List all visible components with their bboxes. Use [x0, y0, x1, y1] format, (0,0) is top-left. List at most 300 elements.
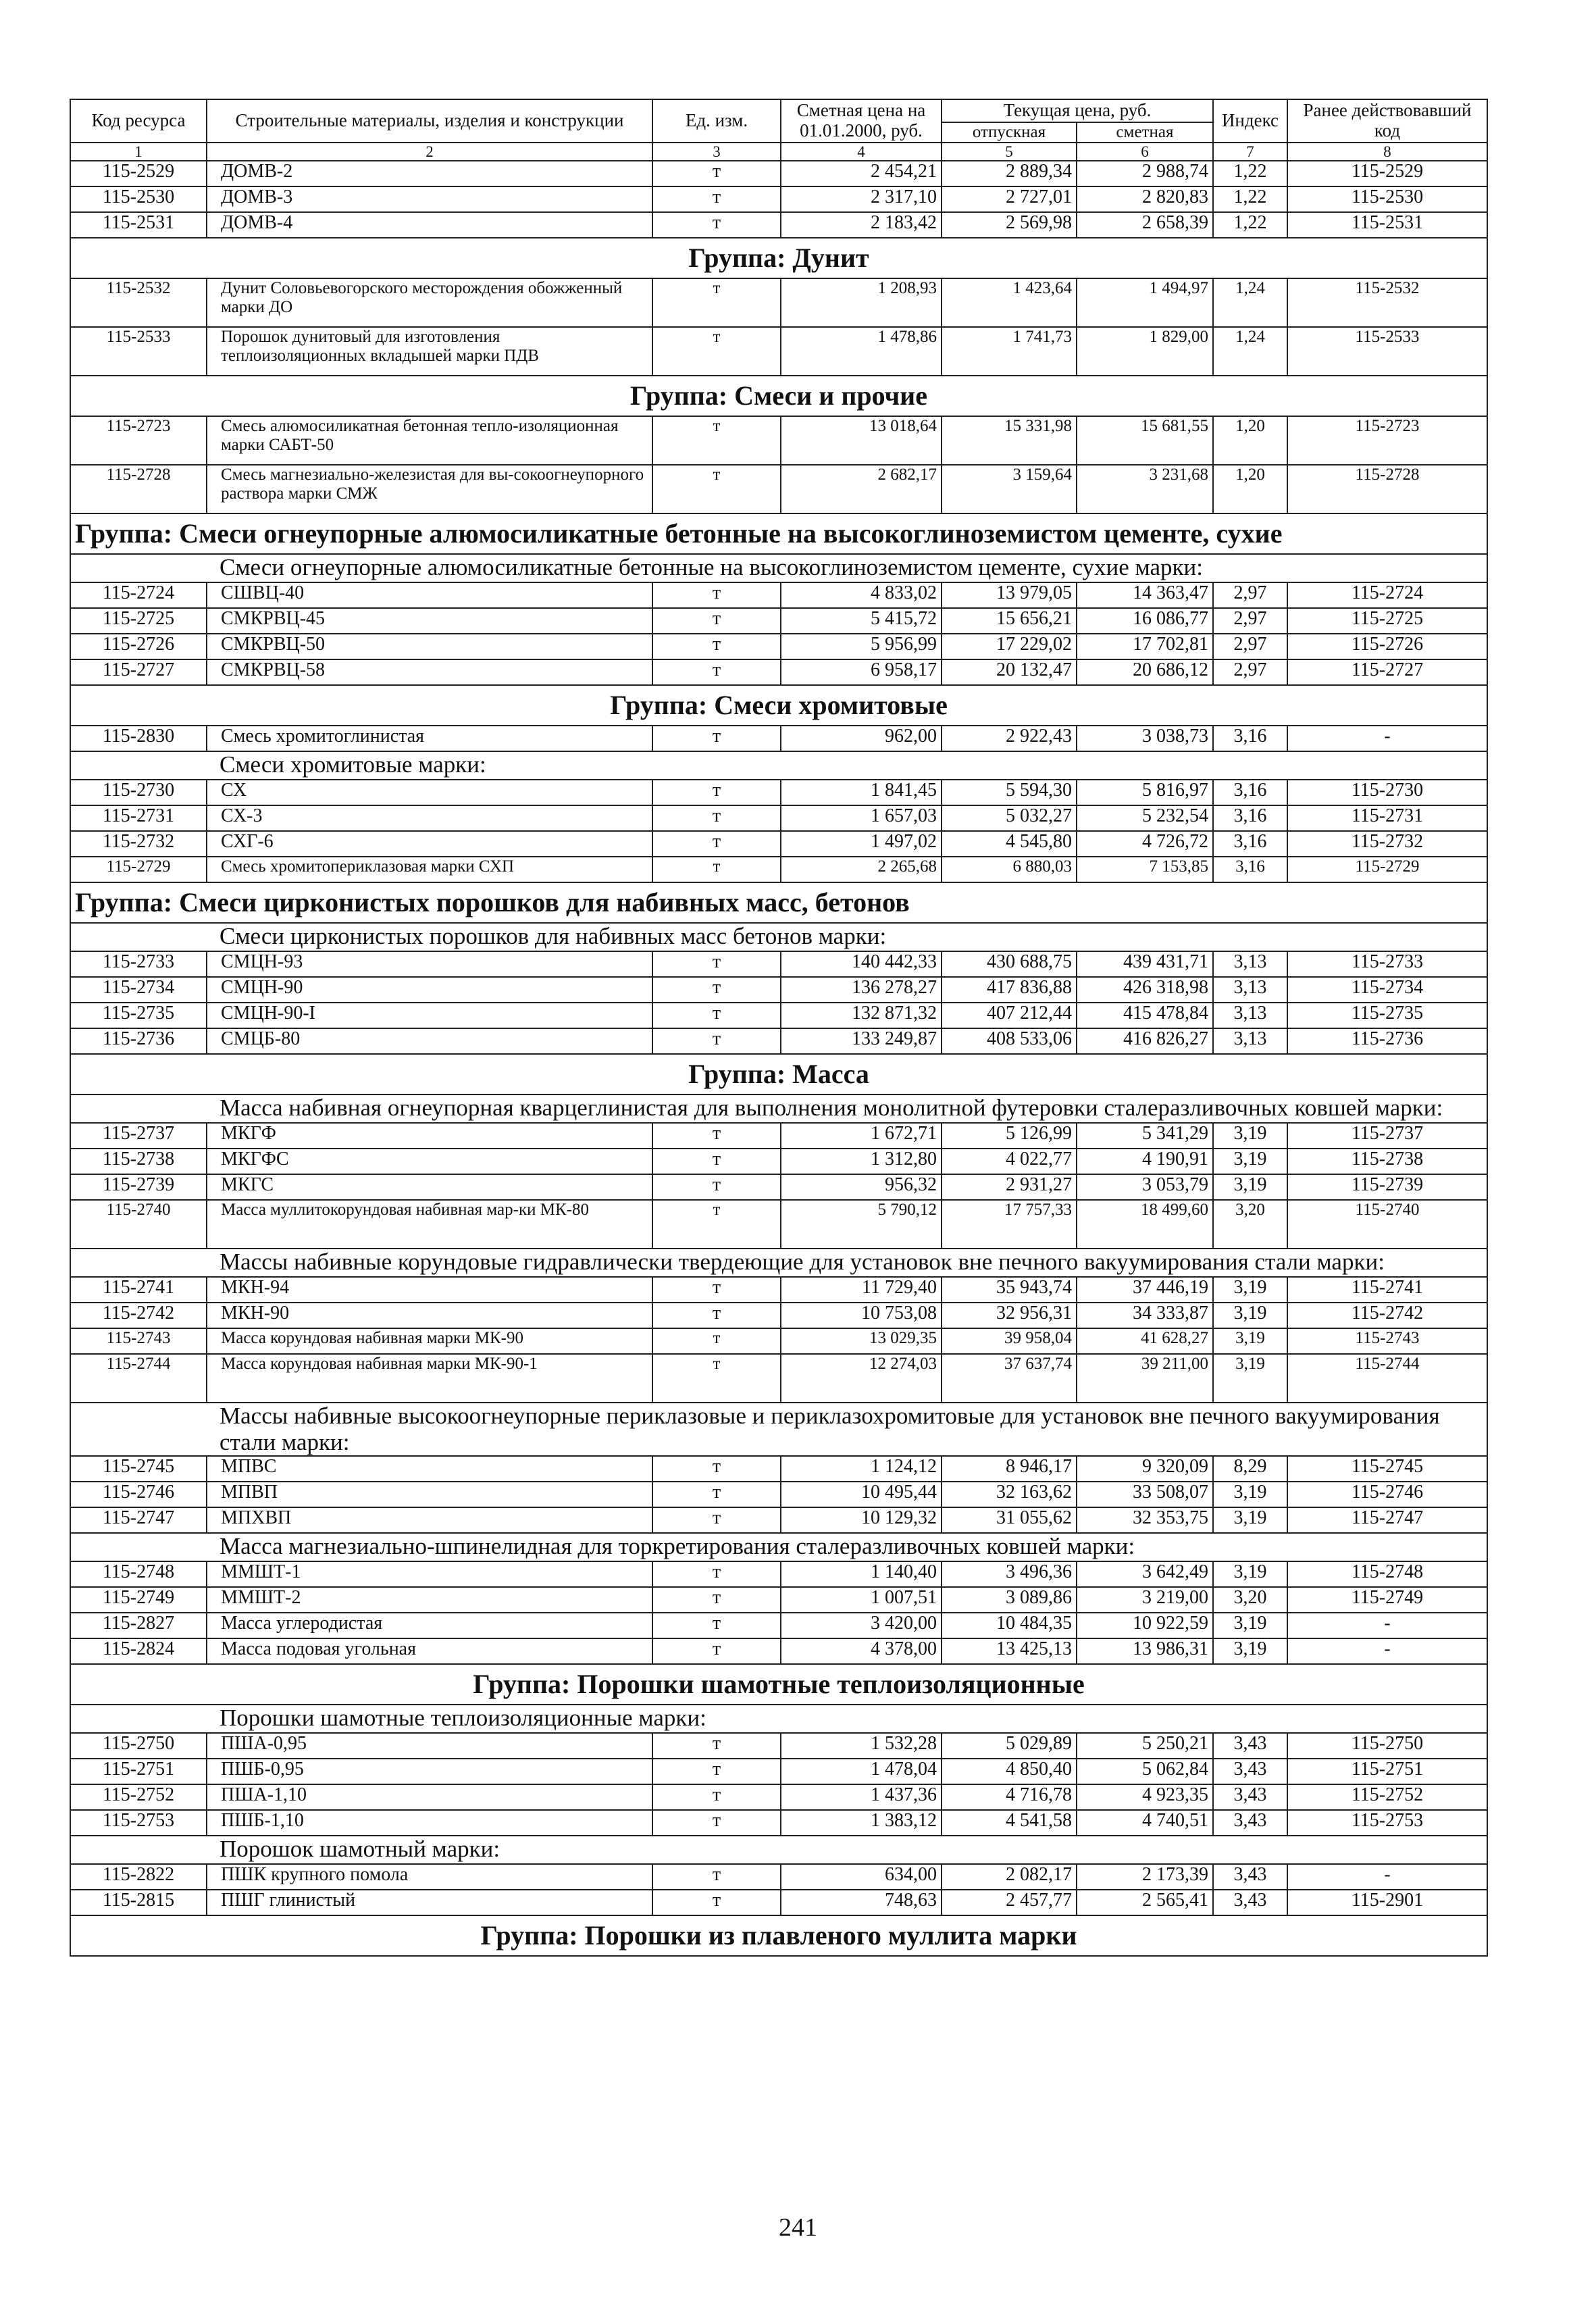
- resource-code: 115-2750: [70, 1733, 207, 1759]
- subgroup-heading-row: [70, 1249, 1487, 1277]
- column-number: 4: [781, 143, 942, 161]
- unit: т: [652, 1561, 781, 1587]
- subgroup-heading-row: [70, 923, 1487, 951]
- resource-code: 115-2746: [70, 1482, 207, 1507]
- current-wholesale-price: 17 229,02: [942, 634, 1077, 659]
- estimate-price-2000: 1 124,12: [781, 1456, 942, 1482]
- material-name: СМКРВЦ-45: [207, 608, 652, 634]
- estimate-price-2000: 2 682,17: [781, 465, 942, 513]
- previous-code: 115-2743: [1287, 1328, 1487, 1354]
- price-index: 3,20: [1213, 1587, 1287, 1613]
- current-estimate-price: 4 923,35: [1077, 1784, 1213, 1810]
- unit: т: [652, 977, 781, 1003]
- estimate-price-2000: 2 265,68: [781, 857, 942, 882]
- current-estimate-price: 426 318,98: [1077, 977, 1213, 1003]
- previous-code: -: [1287, 1638, 1487, 1664]
- column-number: 2: [207, 143, 652, 161]
- current-estimate-price: 14 363,47: [1077, 582, 1213, 608]
- resource-code: 115-2739: [70, 1174, 207, 1200]
- material-name: СМЦН-90-I: [207, 1003, 652, 1028]
- price-index: 3,19: [1213, 1613, 1287, 1638]
- current-wholesale-price: 17 757,33: [942, 1200, 1077, 1249]
- previous-code: 115-2735: [1287, 1003, 1487, 1028]
- current-estimate-price: 5 232,54: [1077, 805, 1213, 831]
- estimate-price-2000: 1 532,28: [781, 1733, 942, 1759]
- current-wholesale-price: 15 656,21: [942, 608, 1077, 634]
- table-row: [70, 805, 1487, 831]
- header-previous-code: Ранее действовавший код: [1287, 99, 1487, 143]
- estimate-price-2000: 1 007,51: [781, 1587, 942, 1613]
- current-wholesale-price: 5 594,30: [942, 780, 1077, 805]
- material-name: СМЦН-90: [207, 977, 652, 1003]
- unit: т: [652, 1303, 781, 1328]
- unit: т: [652, 659, 781, 685]
- previous-code: 115-2531: [1287, 212, 1487, 238]
- price-index: 3,19: [1213, 1507, 1287, 1533]
- unit: т: [652, 805, 781, 831]
- current-estimate-price: 4 726,72: [1077, 831, 1213, 857]
- current-estimate-price: 41 628,27: [1077, 1328, 1213, 1354]
- price-index: 3,19: [1213, 1277, 1287, 1303]
- price-index: 2,97: [1213, 634, 1287, 659]
- unit: т: [652, 831, 781, 857]
- price-index: 1,22: [1213, 212, 1287, 238]
- price-index: 3,13: [1213, 977, 1287, 1003]
- material-name: ММШТ-1: [207, 1561, 652, 1587]
- previous-code: 115-2752: [1287, 1784, 1487, 1810]
- price-index: 3,16: [1213, 831, 1287, 857]
- price-index: 3,13: [1213, 1003, 1287, 1028]
- group-heading-row: [70, 685, 1487, 726]
- previous-code: 115-2727: [1287, 659, 1487, 685]
- current-wholesale-price: 1 423,64: [942, 278, 1077, 327]
- current-wholesale-price: 5 029,89: [942, 1733, 1077, 1759]
- current-estimate-price: 34 333,87: [1077, 1303, 1213, 1328]
- current-estimate-price: 416 826,27: [1077, 1028, 1213, 1054]
- price-index: 3,43: [1213, 1864, 1287, 1890]
- unit: т: [652, 608, 781, 634]
- current-estimate-price: 33 508,07: [1077, 1482, 1213, 1507]
- previous-code: 115-2529: [1287, 161, 1487, 186]
- estimate-price-2000: 1 437,36: [781, 1784, 942, 1810]
- price-index: 3,13: [1213, 1028, 1287, 1054]
- table-row: [70, 1149, 1487, 1174]
- estimate-price-2000: 5 790,12: [781, 1200, 942, 1249]
- group-heading: Группа: Порошки из плавленого муллита марки: [70, 1915, 1487, 1956]
- current-wholesale-price: 4 541,58: [942, 1810, 1077, 1836]
- unit: т: [652, 634, 781, 659]
- subgroup-heading-row: [70, 1836, 1487, 1864]
- material-name: Масса подовая угольная: [207, 1638, 652, 1664]
- subgroup-heading-row: [70, 1533, 1487, 1561]
- current-estimate-price: 3 642,49: [1077, 1561, 1213, 1587]
- price-index: 2,97: [1213, 659, 1287, 685]
- estimate-price-2000: 1 841,45: [781, 780, 942, 805]
- table-row: [70, 278, 1487, 327]
- estimate-price-2000: 10 495,44: [781, 1482, 942, 1507]
- estimate-price-2000: 748,63: [781, 1890, 942, 1915]
- material-name: СМКРВЦ-50: [207, 634, 652, 659]
- header-current-estimate: сметная: [1077, 122, 1213, 143]
- header-current-price: Текущая цена, руб.: [942, 99, 1213, 122]
- current-estimate-price: 20 686,12: [1077, 659, 1213, 685]
- table-row: [70, 780, 1487, 805]
- resource-code: 115-2741: [70, 1277, 207, 1303]
- previous-code: 115-2530: [1287, 186, 1487, 212]
- material-name: СМКРВЦ-58: [207, 659, 652, 685]
- estimate-price-2000: 10 129,32: [781, 1507, 942, 1533]
- current-estimate-price: 5 062,84: [1077, 1759, 1213, 1784]
- unit: т: [652, 161, 781, 186]
- estimate-price-2000: 962,00: [781, 726, 942, 751]
- previous-code: 115-2533: [1287, 327, 1487, 376]
- previous-code: -: [1287, 1864, 1487, 1890]
- current-estimate-price: 4 740,51: [1077, 1810, 1213, 1836]
- estimate-price-2000: 1 478,86: [781, 327, 942, 376]
- table-row: [70, 212, 1487, 238]
- material-name: Масса муллитокорундовая набивная мар-ки МК-80: [207, 1200, 652, 1249]
- price-index: 2,97: [1213, 608, 1287, 634]
- table-row: [70, 161, 1487, 186]
- current-estimate-price: 9 320,09: [1077, 1456, 1213, 1482]
- previous-code: 115-2748: [1287, 1561, 1487, 1587]
- column-number: 1: [70, 143, 207, 161]
- header-current-wholesale: отпускная: [942, 122, 1077, 143]
- current-wholesale-price: 5 126,99: [942, 1123, 1077, 1149]
- current-estimate-price: 415 478,84: [1077, 1003, 1213, 1028]
- price-index: 3,16: [1213, 780, 1287, 805]
- current-estimate-price: 2 820,83: [1077, 186, 1213, 212]
- table-row: [70, 1028, 1487, 1054]
- material-name: Смесь хромитоглинистая: [207, 726, 652, 751]
- material-name: Порошок дунитовый для изготовления теплоизоляционных вкладышей марки ПДВ: [207, 327, 652, 376]
- material-name: Смесь хромитопериклазовая марки СХП: [207, 857, 652, 882]
- current-wholesale-price: 13 425,13: [942, 1638, 1077, 1664]
- column-number: 6: [1077, 143, 1213, 161]
- price-index: 3,20: [1213, 1200, 1287, 1249]
- current-estimate-price: 5 816,97: [1077, 780, 1213, 805]
- current-wholesale-price: 2 082,17: [942, 1864, 1077, 1890]
- group-heading: Группа: Порошки шамотные теплоизоляционные: [70, 1664, 1487, 1705]
- estimate-price-2000: 1 312,80: [781, 1149, 942, 1174]
- price-index: 3,43: [1213, 1890, 1287, 1915]
- previous-code: 115-2753: [1287, 1810, 1487, 1836]
- previous-code: 115-2726: [1287, 634, 1487, 659]
- resource-code: 115-2737: [70, 1123, 207, 1149]
- header-unit: Ед. изм.: [652, 99, 781, 143]
- price-index: 1,20: [1213, 416, 1287, 465]
- table-row: [70, 186, 1487, 212]
- resource-code: 115-2753: [70, 1810, 207, 1836]
- material-name: СМЦБ-80: [207, 1028, 652, 1054]
- column-number: 7: [1213, 143, 1287, 161]
- table-row: [70, 1638, 1487, 1664]
- table-row: [70, 1733, 1487, 1759]
- current-estimate-price: 2 173,39: [1077, 1864, 1213, 1890]
- previous-code: 115-2739: [1287, 1174, 1487, 1200]
- table-row: [70, 1354, 1487, 1403]
- current-estimate-price: 3 231,68: [1077, 465, 1213, 513]
- current-wholesale-price: 6 880,03: [942, 857, 1077, 882]
- resource-code: 115-2822: [70, 1864, 207, 1890]
- resource-code: 115-2725: [70, 608, 207, 634]
- previous-code: 115-2746: [1287, 1482, 1487, 1507]
- estimate-price-2000: 136 278,27: [781, 977, 942, 1003]
- subgroup-heading: Порошки шамотные теплоизоляционные марки:: [70, 1705, 1487, 1733]
- estimate-price-2000: 12 274,03: [781, 1354, 942, 1403]
- price-table: [70, 99, 1488, 1957]
- resource-code: 115-2751: [70, 1759, 207, 1784]
- resource-code: 115-2529: [70, 161, 207, 186]
- resource-code: 115-2530: [70, 186, 207, 212]
- estimate-price-2000: 2 454,21: [781, 161, 942, 186]
- table-row: [70, 634, 1487, 659]
- estimate-price-2000: 11 729,40: [781, 1277, 942, 1303]
- price-index: 1,22: [1213, 186, 1287, 212]
- unit: т: [652, 465, 781, 513]
- previous-code: 115-2744: [1287, 1354, 1487, 1403]
- current-estimate-price: 37 446,19: [1077, 1277, 1213, 1303]
- price-index: 3,19: [1213, 1303, 1287, 1328]
- column-number: 5: [942, 143, 1077, 161]
- current-estimate-price: 4 190,91: [1077, 1149, 1213, 1174]
- material-name: МПХВП: [207, 1507, 652, 1533]
- current-estimate-price: 32 353,75: [1077, 1507, 1213, 1533]
- price-index: 1,24: [1213, 278, 1287, 327]
- resource-code: 115-2733: [70, 951, 207, 977]
- previous-code: 115-2734: [1287, 977, 1487, 1003]
- material-name: ДОМВ-2: [207, 161, 652, 186]
- current-wholesale-price: 39 958,04: [942, 1328, 1077, 1354]
- current-wholesale-price: 5 032,27: [942, 805, 1077, 831]
- price-index: 3,19: [1213, 1149, 1287, 1174]
- unit: т: [652, 1587, 781, 1613]
- unit: т: [652, 1810, 781, 1836]
- resource-code: 115-2726: [70, 634, 207, 659]
- estimate-price-2000: 5 956,99: [781, 634, 942, 659]
- unit: т: [652, 1864, 781, 1890]
- resource-code: 115-2744: [70, 1354, 207, 1403]
- column-number: 3: [652, 143, 781, 161]
- material-name: МПВП: [207, 1482, 652, 1507]
- subgroup-heading: Смеси хромитовые марки:: [70, 751, 1487, 780]
- subgroup-heading-row: [70, 554, 1487, 582]
- current-estimate-price: 15 681,55: [1077, 416, 1213, 465]
- current-wholesale-price: 2 889,34: [942, 161, 1077, 186]
- header-name: Строительные материалы, изделия и конструкции: [207, 99, 652, 143]
- price-index: 3,19: [1213, 1174, 1287, 1200]
- resource-code: 115-2749: [70, 1587, 207, 1613]
- material-name: СХГ-6: [207, 831, 652, 857]
- resource-code: 115-2728: [70, 465, 207, 513]
- material-name: МКГФ: [207, 1123, 652, 1149]
- current-estimate-price: 17 702,81: [1077, 634, 1213, 659]
- material-name: МКН-94: [207, 1277, 652, 1303]
- table-row: [70, 977, 1487, 1003]
- table-row: [70, 1561, 1487, 1587]
- current-wholesale-price: 2 569,98: [942, 212, 1077, 238]
- material-name: Масса углеродистая: [207, 1613, 652, 1638]
- price-index: 3,16: [1213, 857, 1287, 882]
- price-index: 3,19: [1213, 1561, 1287, 1587]
- estimate-price-2000: 1 478,04: [781, 1759, 942, 1784]
- current-wholesale-price: 1 741,73: [942, 327, 1077, 376]
- group-heading-row: [70, 1915, 1487, 1956]
- unit: т: [652, 1028, 781, 1054]
- price-index: 3,16: [1213, 805, 1287, 831]
- resource-code: 115-2734: [70, 977, 207, 1003]
- table-row: [70, 416, 1487, 465]
- unit: т: [652, 726, 781, 751]
- group-heading: Группа: Смеси и прочие: [70, 376, 1487, 416]
- previous-code: 115-2740: [1287, 1200, 1487, 1249]
- estimate-price-2000: 4 833,02: [781, 582, 942, 608]
- unit: т: [652, 327, 781, 376]
- unit: т: [652, 582, 781, 608]
- material-name: МКГС: [207, 1174, 652, 1200]
- estimate-price-2000: 1 497,02: [781, 831, 942, 857]
- table-row: [70, 1482, 1487, 1507]
- unit: т: [652, 1200, 781, 1249]
- group-heading-row: [70, 238, 1487, 278]
- current-estimate-price: 1 494,97: [1077, 278, 1213, 327]
- current-wholesale-price: 2 457,77: [942, 1890, 1077, 1915]
- unit: т: [652, 1613, 781, 1638]
- table-row: [70, 1587, 1487, 1613]
- table-row: [70, 831, 1487, 857]
- price-index: 3,19: [1213, 1328, 1287, 1354]
- subgroup-heading: Смеси огнеупорные алюмосиликатные бетонные на высокоглиноземистом цементе, сухие марки:: [70, 554, 1487, 582]
- estimate-price-2000: 4 378,00: [781, 1638, 942, 1664]
- header-index: Индекс: [1213, 99, 1287, 143]
- subgroup-heading: Порошок шамотный марки:: [70, 1836, 1487, 1864]
- table-row: [70, 857, 1487, 882]
- material-name: СМЦН-93: [207, 951, 652, 977]
- material-name: Дунит Соловьевогорского месторождения обожженный марки ДО: [207, 278, 652, 327]
- current-wholesale-price: 4 022,77: [942, 1149, 1077, 1174]
- current-estimate-price: 3 053,79: [1077, 1174, 1213, 1200]
- resource-code: 115-2736: [70, 1028, 207, 1054]
- group-heading: Группа: Смеси хромитовые: [70, 685, 1487, 726]
- unit: т: [652, 1890, 781, 1915]
- current-estimate-price: 39 211,00: [1077, 1354, 1213, 1403]
- table-header: [70, 99, 1487, 143]
- current-wholesale-price: 20 132,47: [942, 659, 1077, 685]
- page-number: 241: [779, 2213, 817, 2242]
- estimate-price-2000: 6 958,17: [781, 659, 942, 685]
- estimate-price-2000: 13 029,35: [781, 1328, 942, 1354]
- current-wholesale-price: 4 716,78: [942, 1784, 1077, 1810]
- group-heading: Группа: Масса: [70, 1054, 1487, 1095]
- estimate-price-2000: 3 420,00: [781, 1613, 942, 1638]
- current-wholesale-price: 408 533,06: [942, 1028, 1077, 1054]
- resource-code: 115-2724: [70, 582, 207, 608]
- unit: т: [652, 1482, 781, 1507]
- previous-code: 115-2751: [1287, 1759, 1487, 1784]
- previous-code: 115-2730: [1287, 780, 1487, 805]
- table-row: [70, 1200, 1487, 1249]
- material-name: Масса корундовая набивная марки МК-90: [207, 1328, 652, 1354]
- subgroup-heading-row: [70, 1705, 1487, 1733]
- previous-code: 115-2738: [1287, 1149, 1487, 1174]
- resource-code: 115-2729: [70, 857, 207, 882]
- table-row: [70, 582, 1487, 608]
- estimate-price-2000: 1 208,93: [781, 278, 942, 327]
- price-index: 3,43: [1213, 1810, 1287, 1836]
- estimate-price-2000: 5 415,72: [781, 608, 942, 634]
- table-row: [70, 1123, 1487, 1149]
- previous-code: 115-2747: [1287, 1507, 1487, 1533]
- current-wholesale-price: 430 688,75: [942, 951, 1077, 977]
- current-wholesale-price: 2 931,27: [942, 1174, 1077, 1200]
- previous-code: 115-2731: [1287, 805, 1487, 831]
- resource-code: 115-2531: [70, 212, 207, 238]
- subgroup-heading: Масса магнезиально-шпинелидная для торкретирования сталеразливочных ковшей марки:: [70, 1533, 1487, 1561]
- header-estimate-price: Сметная цена на 01.01.2000, руб.: [781, 99, 942, 143]
- current-estimate-price: 5 250,21: [1077, 1733, 1213, 1759]
- material-name: ПШБ-1,10: [207, 1810, 652, 1836]
- resource-code: 115-2740: [70, 1200, 207, 1249]
- resource-code: 115-2727: [70, 659, 207, 685]
- current-estimate-price: 3 038,73: [1077, 726, 1213, 751]
- current-estimate-price: 13 986,31: [1077, 1638, 1213, 1664]
- material-name: ПША-1,10: [207, 1784, 652, 1810]
- resource-code: 115-2748: [70, 1561, 207, 1587]
- unit: т: [652, 1733, 781, 1759]
- material-name: ПШК крупного помола: [207, 1864, 652, 1890]
- estimate-price-2000: 634,00: [781, 1864, 942, 1890]
- resource-code: 115-2532: [70, 278, 207, 327]
- price-index: 1,20: [1213, 465, 1287, 513]
- resource-code: 115-2827: [70, 1613, 207, 1638]
- previous-code: 115-2723: [1287, 416, 1487, 465]
- subgroup-heading: Масса набивная огнеупорная кварцеглинистая для выполнения монолитной футеровки сталеразливочных ковшей марки:: [70, 1095, 1487, 1123]
- unit: т: [652, 951, 781, 977]
- table-body: [70, 143, 1487, 1956]
- group-heading-row: [70, 1664, 1487, 1705]
- material-name: ДОМВ-3: [207, 186, 652, 212]
- previous-code: 115-2749: [1287, 1587, 1487, 1613]
- previous-code: 115-2729: [1287, 857, 1487, 882]
- subgroup-heading-row: [70, 1403, 1487, 1456]
- current-wholesale-price: 10 484,35: [942, 1613, 1077, 1638]
- estimate-price-2000: 10 753,08: [781, 1303, 942, 1328]
- previous-code: 115-2725: [1287, 608, 1487, 634]
- current-estimate-price: 2 988,74: [1077, 161, 1213, 186]
- current-estimate-price: 18 499,60: [1077, 1200, 1213, 1249]
- estimate-price-2000: 2 317,10: [781, 186, 942, 212]
- price-table-page: [70, 99, 1487, 1957]
- table-row: [70, 1864, 1487, 1890]
- price-index: 3,43: [1213, 1733, 1287, 1759]
- current-wholesale-price: 3 089,86: [942, 1587, 1077, 1613]
- group-heading-row: [70, 513, 1487, 554]
- price-index: 1,24: [1213, 327, 1287, 376]
- current-wholesale-price: 417 836,88: [942, 977, 1077, 1003]
- estimate-price-2000: 1 657,03: [781, 805, 942, 831]
- previous-code: -: [1287, 1613, 1487, 1638]
- unit: т: [652, 1328, 781, 1354]
- table-row: [70, 327, 1487, 376]
- unit: т: [652, 1123, 781, 1149]
- previous-code: 115-2742: [1287, 1303, 1487, 1328]
- material-name: МКН-90: [207, 1303, 652, 1328]
- unit: т: [652, 780, 781, 805]
- resource-code: 115-2723: [70, 416, 207, 465]
- resource-code: 115-2815: [70, 1890, 207, 1915]
- table-row: [70, 1328, 1487, 1354]
- group-heading-row: [70, 376, 1487, 416]
